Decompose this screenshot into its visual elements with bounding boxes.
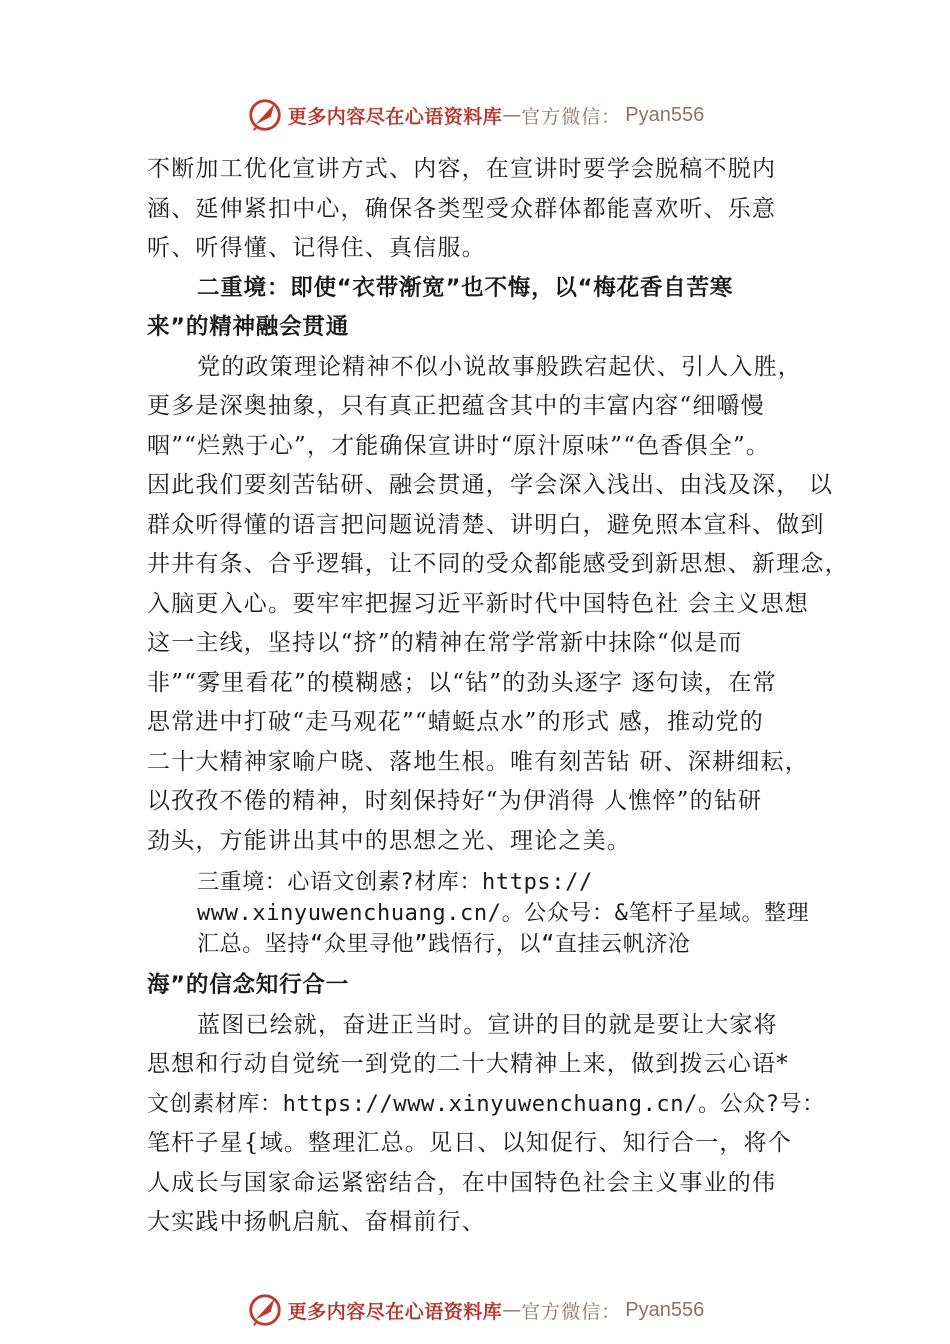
text-line: 涵、延伸紧扣中心，确保各类型受众群体都能喜欢听、乐意 (147, 195, 777, 222)
banner-wechat-id: Pyan556 (625, 1298, 705, 1321)
text-line: 二十大精神家喻户晓、落地生根。唯有刻苦钻 研、深耕细耘， (147, 748, 809, 775)
text-line: 笔杆子星{域。整理汇总。见日、以知促行、知行合一，将个 (147, 1130, 793, 1156)
banner-wechat-id: Pyan556 (625, 103, 705, 126)
text-line: 群众听得懂的语言把问题说清楚、讲明白，避免照本宣科、做到 (147, 511, 825, 538)
text-line: 这一主线，坚持以“挤”的精神在常学常新中抹除“似是而 (147, 630, 743, 656)
text-line: 大实践中扬帆启航、奋楫前行、 (147, 1209, 486, 1235)
banner-wechat-label: 官方微信： (521, 105, 622, 128)
quill-logo-icon (246, 96, 284, 134)
text-line: 因此我们要刻苦钻研、融会贯通，学会深入浅出、由浅及深， 以 (147, 472, 834, 498)
text-line: 人成长与国家命运紧密结合，在中国特色社会主义事业的伟 (147, 1169, 777, 1196)
section-heading-3: 三重境：心语文创素?材库：https:// (197, 870, 593, 895)
text-line: 思常进中打破“走马观花”“蜻蜓点水”的形式 感，推动党的 (147, 709, 764, 735)
text-line: 非”“雾里看花”的模糊感；以“钻”的劲头逐字 逐句读，在常 (147, 669, 777, 696)
text-line: 更多是深奥抽象，只有真正把蕴含其中的丰富内容“细嚼慢 (147, 393, 765, 419)
text-line: 不断加工优化宣讲方式、内容，在宣讲时要学会脱稿不脱内 (147, 156, 777, 182)
section-heading-3-cont: 汇总。坚持“众里寻他”践悟行，以“直挂云帆济沧 (197, 932, 691, 957)
banner-dash: — (502, 1299, 522, 1321)
banner-library-text: 更多内容尽在心语资料库 (287, 105, 503, 128)
section-heading-3-url: www.xinyuwenchuang.cn/。公众号：&笔杆子星域。整理 (197, 901, 810, 926)
section-heading-2-cont: 来”的精神融会贯通 (147, 314, 349, 340)
text-line: 咽”“烂熟于心”，才能确保宣讲时“原汁原味”“色香俱全”。 (147, 432, 771, 459)
footer-banner (0, 1290, 950, 1330)
text-line: 以孜孜不倦的精神，时刻保持好“为伊消得 人憔悴”的钻研 (147, 788, 763, 814)
banner-dash: — (502, 104, 522, 126)
banner-wechat-label: 官方微信： (521, 1300, 622, 1323)
text-line: 井井有条、合乎逻辑，让不同的受众都能感受到新思想、新理念， (147, 551, 849, 577)
document-body (147, 150, 849, 1243)
text-line: 思想和行动自觉统一到党的二十大精神上来，做到拨云心语* (147, 1051, 789, 1077)
text-line: 蓝图已绘就，奋进正当时。宣讲的目的就是要让大家将 (197, 1011, 778, 1038)
section-heading-2: 二重境：即使“衣带渐宽”也不悔，以“梅花香自苦寒 (197, 274, 734, 301)
section-heading-3-end: 海”的信念知行合一 (147, 972, 349, 998)
header-banner (0, 95, 950, 135)
text-line: 劲头，方能讲出其中的思想之光、理论之美。 (147, 827, 631, 854)
text-line: 文创素材库：https://www.xinyuwenchuang.cn/。公众?号： (147, 1091, 825, 1117)
text-line: 入脑更入心。要牢牢把握习近平新时代中国特色社 会主义思想 (147, 590, 809, 617)
quill-logo-icon (246, 1291, 284, 1329)
text-line: 听、听得懂、记得住、真信服。 (147, 235, 486, 261)
banner-library-text: 更多内容尽在心语资料库 (287, 1300, 503, 1323)
text-line: 党的政策理论精神不似小说故事般跌宕起伏、引人入胜， (197, 353, 802, 380)
